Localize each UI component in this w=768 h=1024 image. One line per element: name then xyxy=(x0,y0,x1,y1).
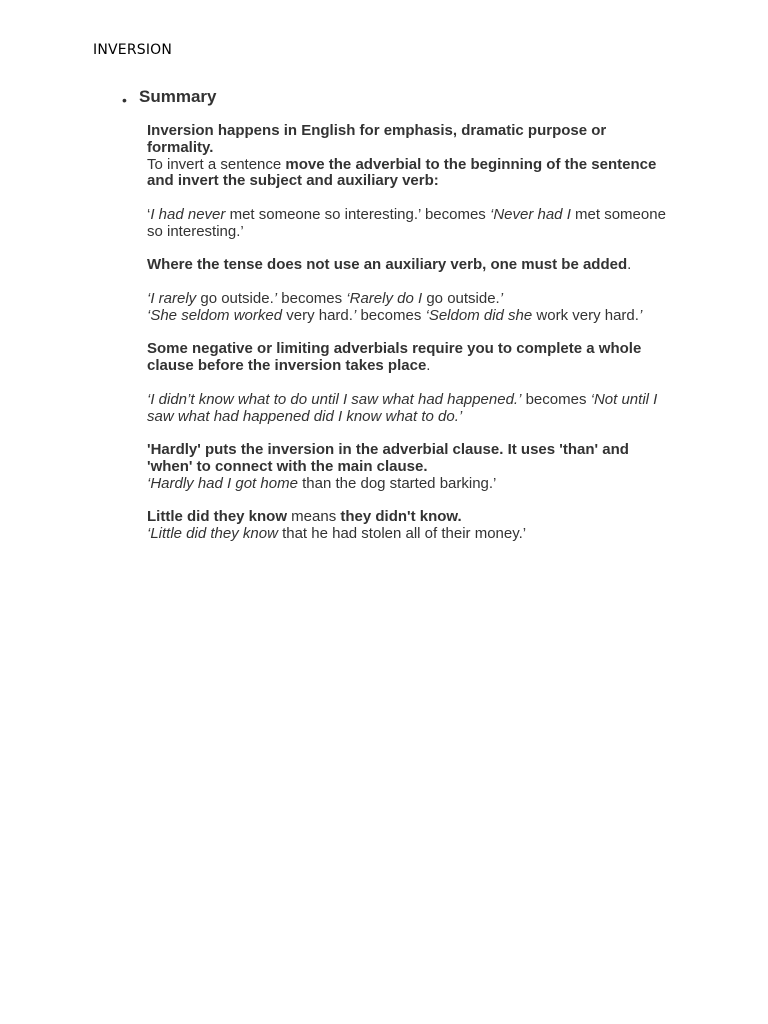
rule-limiting-adverbials xyxy=(147,341,672,375)
rule-bold-text: they didn't know. xyxy=(340,508,462,526)
example-italic: I had never xyxy=(150,205,226,223)
summary-content xyxy=(147,123,672,543)
example-plain: than the dog started barking.’ xyxy=(297,474,497,492)
intro-instruction xyxy=(147,157,672,191)
example-italic: ’ xyxy=(499,289,504,307)
example-italic: ‘Never had I xyxy=(489,205,571,223)
example-plain: becomes xyxy=(277,289,347,307)
example-italic: ‘Rarely do I xyxy=(346,289,423,307)
paragraph-gap xyxy=(147,190,672,207)
rule-hardly xyxy=(147,442,672,476)
example-plain: becomes xyxy=(356,306,426,324)
bullet-marker: • xyxy=(122,92,127,108)
instruction-plain-text: To invert a sentence xyxy=(147,155,286,173)
rule-bold-text: Where the tense does not use an auxiliary verb, one must be added xyxy=(147,256,628,274)
example-plain: work very hard. xyxy=(532,306,639,324)
paragraph-gap xyxy=(147,493,672,510)
document-title: INVERSION xyxy=(93,42,173,58)
example-italic: ‘I rarely xyxy=(147,289,197,307)
example-little-did-they-know xyxy=(147,526,672,543)
example-plain: go outside. xyxy=(422,289,500,307)
example-italic: ‘Not until I saw what had happened did I know what to do.’ xyxy=(147,390,658,425)
example-italic: ’ xyxy=(273,289,278,307)
rule-bold-text: Some negative or limiting adverbials require you to complete a whole clause before the inversion takes place xyxy=(147,340,642,375)
rule-end: . xyxy=(426,357,431,375)
example-plain: very hard. xyxy=(282,306,353,324)
example-plain: met someone so interesting.’ becomes xyxy=(225,205,490,223)
rule-little-did-they-know xyxy=(147,509,672,526)
example-seldom-did-she xyxy=(147,308,672,325)
example-plain: met someone so interesting.’ xyxy=(147,205,666,240)
rule-bold-text: Little did they know xyxy=(147,508,288,526)
example-italic: ’ xyxy=(638,306,643,324)
example-italic: ‘Little did they know xyxy=(147,525,278,543)
rule-end: . xyxy=(627,256,632,274)
example-plain: go outside. xyxy=(196,289,274,307)
quote-mark: ‘ xyxy=(147,205,151,223)
rule-plain: means xyxy=(287,508,341,526)
example-hardly-had-i xyxy=(147,476,672,493)
example-italic: ‘Seldom did she xyxy=(425,306,533,324)
example-italic: ‘Hardly had I got home xyxy=(147,474,298,492)
paragraph-gap xyxy=(147,241,672,258)
example-plain: becomes xyxy=(521,390,591,408)
example-italic: ’ xyxy=(352,306,357,324)
example-rarely-do-i xyxy=(147,291,672,308)
example-italic: ‘I didn’t know what to do until I saw what had happened.’ xyxy=(147,390,522,408)
intro-bold-text: Inversion happens in English for emphasis, dramatic purpose or formality. xyxy=(147,122,607,156)
example-plain: that he had stolen all of their money.’ xyxy=(277,525,527,543)
example-italic: ‘She seldom worked xyxy=(147,306,283,324)
rule-bold-text: 'Hardly' puts the inversion in the adverbial clause. It uses 'than' and 'when' to connect with the main clause. xyxy=(147,441,629,475)
section-heading: Summary xyxy=(139,87,217,106)
paragraph-gap xyxy=(147,274,672,291)
paragraph-gap xyxy=(147,425,672,442)
instruction-bold-text: move the adverbial to the beginning of the sentence and invert the subject and auxiliary verb: xyxy=(147,155,657,190)
rule-auxiliary-verb xyxy=(147,257,672,274)
paragraph-gap xyxy=(147,325,672,342)
example-never-had-i xyxy=(147,207,672,241)
paragraph-gap xyxy=(147,375,672,392)
intro-line xyxy=(147,123,672,157)
example-not-until xyxy=(147,392,672,426)
